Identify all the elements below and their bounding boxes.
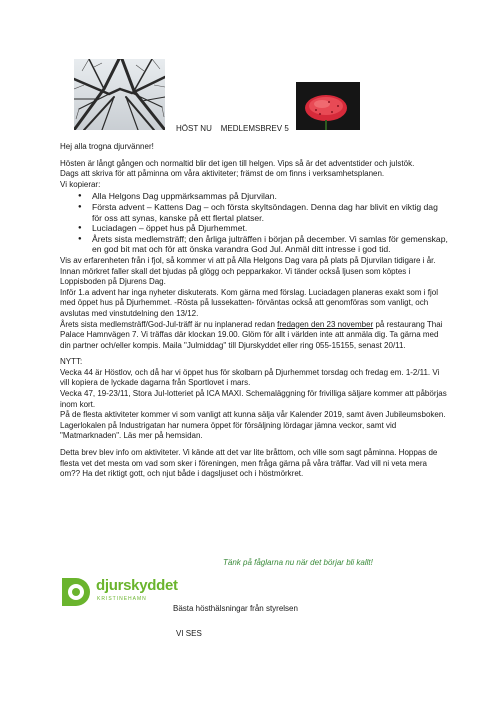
red-flower-photo bbox=[296, 82, 360, 130]
paragraph-christmas-meeting: Årets sista medlemsträff/God-Jul-träff är nu inplanerad redan fredagen den 23 november på restaurang Thai Palace Hamnvägen 7. Vi träffas där klockan 19.00. Glöm för allt i världen inte att anmäla dig. Ta gärna med din partner och/eller kompis. Maila "Julmiddag" till Djurskyddet eller ring 055-15155, senast 20/11. bbox=[60, 319, 443, 350]
intro-line-3: Vi kopierar: bbox=[60, 179, 101, 189]
meeting-date: fredagen den 23 november bbox=[277, 319, 374, 329]
greeting: Hej alla trogna djurvänner! bbox=[60, 142, 154, 151]
logo-wordmark: djurskyddet bbox=[96, 577, 178, 594]
newsletter-header bbox=[176, 124, 289, 133]
news-item: Vecka 47, 19-23/11, Stora Jul-lotteriet på ICA MAXI. Schemaläggning för frivilliga säljare kommer att påbörjas inom kort. bbox=[60, 389, 447, 409]
newsletter-title: MEDLEMSBREV 5 bbox=[220, 124, 289, 133]
djurskyddet-logo bbox=[60, 574, 178, 614]
intro-line-2: Dags att skriva för att påminna om våra aktiviteter; främst de om finns i verksamhetsplanen. bbox=[60, 169, 385, 179]
logo-location: KRISTINEHAMN bbox=[97, 596, 147, 602]
intro-line-1: Hösten är långt gången och normaltid blir det igen till helgen. Vips så är det adventstider och julstök. bbox=[60, 158, 415, 168]
signature-from: VI SES bbox=[176, 629, 202, 638]
closing-paragraph: Detta brev blev info om aktiviteter. Vi kände att det var lite bråttom, och ville som sagt påminna. Hoppas de flesta vet det mesta om vad som sker i föreningen, men fråga gärna på våra träffar. Vad vill ni veta mera om?? Ha det riktigt gott, och njut både i dagsljuset och i höstmörkret. bbox=[60, 448, 438, 479]
tree-canopy-photo bbox=[74, 59, 165, 130]
news-item: På de flesta aktiviteter kommer vi som vanligt att kunna sälja vår Kalender 2019, samt även Jubileumsboken. bbox=[60, 410, 446, 420]
activity-item: ● Luciadagen – öppet hus på Djurhemmet. bbox=[92, 223, 448, 234]
news-item: Vecka 44 är Höstlov, och då har vi öppet hus för skolbarn på Djurhemmet torsdag och fredag em. 1-2/11. Vi vill kopiera de lyckade dagarna från Sportlovet i mars. bbox=[60, 367, 440, 388]
logo-mark-icon bbox=[60, 576, 92, 608]
activity-item: ● Alla Helgons Dag uppmärksammas på Djurvilan. bbox=[92, 191, 448, 202]
activity-list bbox=[60, 191, 448, 255]
news-heading: NYTT: bbox=[60, 357, 83, 367]
news-item: Lagerlokalen på Industrigatan har numera öppet för försäljning lördagar jämna veckor, samt vid "Matmarknaden". Läs mer på hemsidan. bbox=[60, 420, 397, 441]
paragraph-advent-lucia: Inför 1.a advent har inga nyheter diskuterats. Kom gärna med förslag. Luciadagen planeras exakt som i fjol med öppet hus på Djurhemmet. -Rösta på lussekatten- förväntas också att genomföras som vanligt, och avslutas med vinstutdelning den 13/12. bbox=[60, 287, 438, 318]
signature-regards: Bästa hösthälsningar från styrelsen bbox=[173, 604, 298, 613]
season-label: HÖST NU bbox=[176, 124, 212, 133]
paragraph-all-saints: Vis av erfarenheten från i fjol, så kommer vi att på Alla Helgons Dag vara på plats på Djurvilan tidigare i år. Innan mörkret faller skall det bjudas på glögg och pepparkakor. Vi tänder också ljusen som köptes i Loppisboden på Djurens Dag. bbox=[60, 255, 436, 287]
bird-reminder: Tänk på fåglarna nu när det börjar bli kallt! bbox=[223, 558, 373, 567]
activity-item: ● Första advent – Kattens Dag – och första skyltsöndagen. Denna dag har blivit en viktig dag för oss att synas, kanske på ett flertal platser. bbox=[92, 202, 448, 223]
letter-body bbox=[60, 142, 448, 480]
activity-item: ● Årets sista medlemsträff; den årliga julträffen i början på december. Vi samlas för gemenskap, en god bit mat och för att önska varandra God Jul. Anmäl ditt intresse i god tid. bbox=[92, 234, 448, 255]
